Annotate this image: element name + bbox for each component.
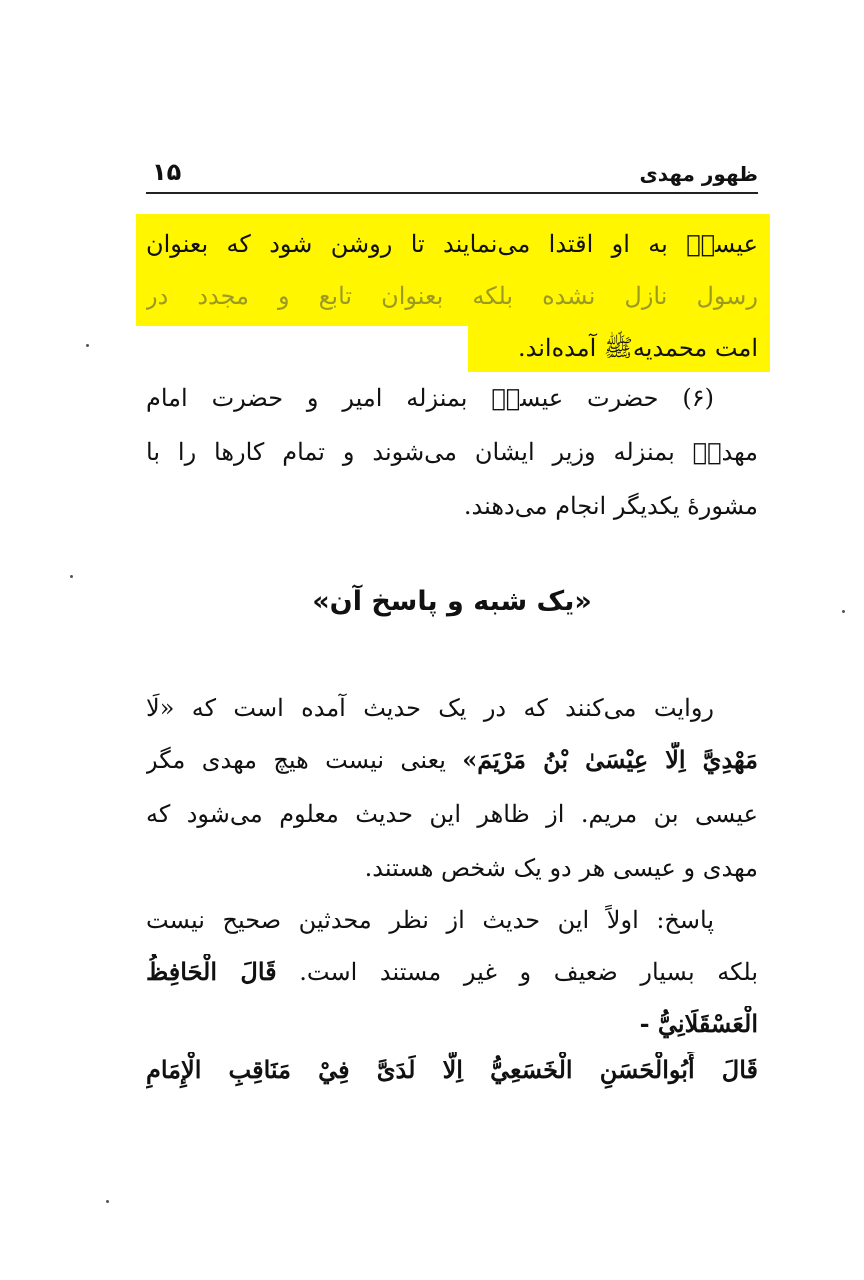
scan-speck [842,610,845,613]
header-rule [146,192,758,194]
doubt-line-1: روایت می‌کنند که در یک حدیث آمده است که «لَا [146,694,714,722]
highlighted-line-3: امت محمدیهﷺ آمده‌اند. [518,334,758,362]
scan-speck [70,575,73,578]
answer-line-2 [146,954,758,994]
doubt-line-4: مهدی و عیسی هر دو یک شخص هستند. [364,854,758,882]
para6-line-2: مهدیؓ بمنزله وزیر ایشان می‌شوند و تمام کارها را با [146,438,758,466]
page-number: ۱۵ [152,158,182,186]
header-title: ظهور مهدی [639,162,758,186]
running-header [146,158,758,190]
highlighted-line-1: عیسیؑ به او اقتدا می‌نمایند تا روشن شود که بعنوان [146,230,758,258]
answer-line-4: قَالَ أَبُوالْحَسَنِ الْخَسَعِيُّ اِلَّا لَدَىَّ فِيْ مَنَاقِبِ الْإِمَامِ [146,1055,758,1084]
doubt-line-2 [146,742,758,782]
para6-line-3: مشورهٔ یکدیگر انجام می‌دهند. [463,492,758,520]
quote-intro-arabic: قَالَ الْحَافِظُ [146,957,277,986]
hadith-translation: یعنی نیست هیچ مهدی مگر [146,746,446,774]
answer-plain-text: بلکه بسیار ضعیف و غیر مستند است. [299,958,758,986]
answer-line-1: پاسخ: اولاً این حدیث از نظر محدثین صحیح نیست [146,906,714,934]
section-heading: «یک شبه و پاسخ آن» [312,586,592,617]
answer-line-3: الْعَسْقَلَانِيُّ - [639,1009,758,1038]
highlighted-line-2: رسول نازل نشده بلکه بعنوان تابع و مجدد در [146,282,758,310]
para6-line-1: (۶) حضرت عیسیؑ بمنزله امیر و حضرت امام [146,384,714,412]
scan-speck [106,1200,109,1203]
scan-speck [86,344,89,347]
doubt-line-3: عیسی بن مریم. از ظاهر این حدیث معلوم می‌شود که [146,800,758,828]
hadith-arabic-text: مَهْدِيَّ اِلَّا عِيْسَىٰ بْنُ مَرْيَمَ» [462,745,758,774]
